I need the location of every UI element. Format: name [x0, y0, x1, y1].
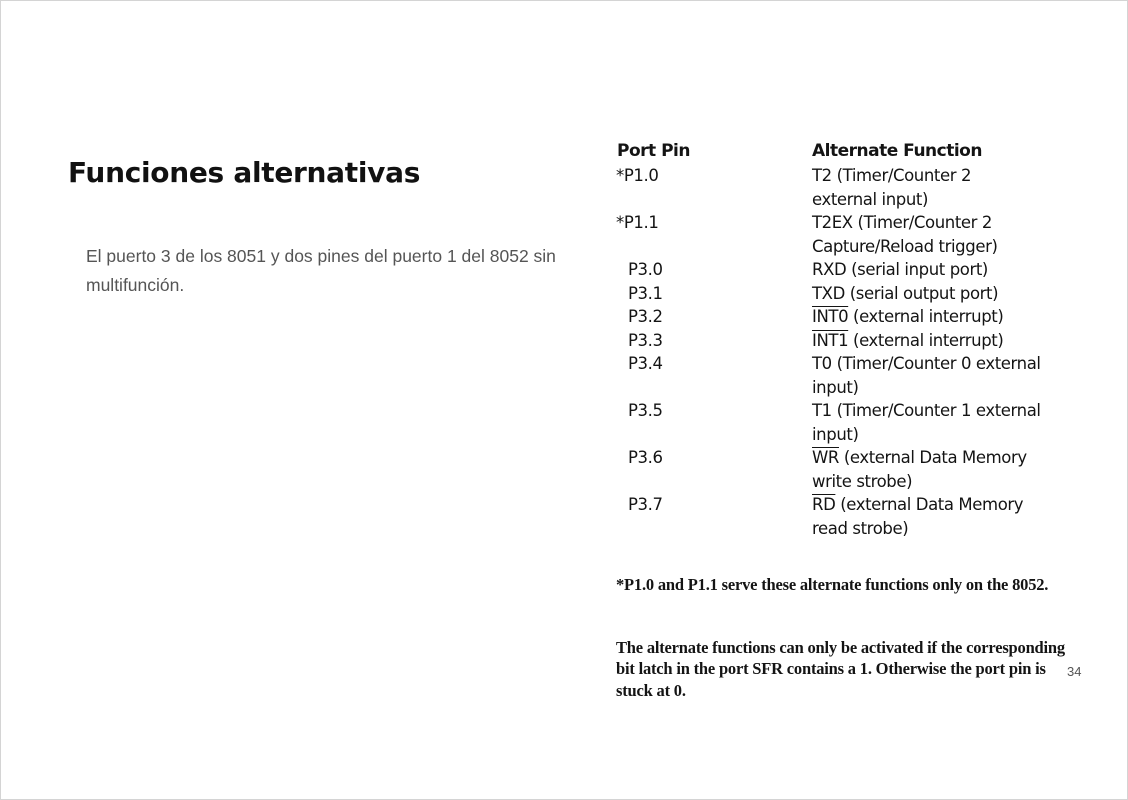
- port-pin: P3.3: [628, 330, 663, 350]
- alternate-function: TXD (serial output port): [812, 283, 999, 303]
- port-pin: *P1.1: [616, 213, 659, 232]
- table-header-alternate-function: Alternate Function: [812, 141, 982, 161]
- footnote-8052: *P1.0 and P1.1 serve these alternate functions only on the 8052.: [616, 574, 1049, 594]
- alternate-function: $\overline{RD}$ (external Data Memory read strobe): [812, 495, 1024, 538]
- alternate-function: T0 (Timer/Counter 0 external input): [812, 354, 1041, 397]
- port-pin: P3.0: [628, 260, 663, 279]
- port-pin: *P1.0: [616, 166, 659, 185]
- port-pin: P3.5: [628, 401, 663, 420]
- alternate-function: $\overline{WR}$ (external Data Memory write strobe): [812, 448, 1027, 491]
- alternate-function: INT1 (external interrupt): [812, 330, 1004, 350]
- port-pin: P3.4: [628, 354, 663, 373]
- port-pin: P3.1: [628, 283, 663, 303]
- port-pin: P3.7: [628, 495, 663, 514]
- slide-title: Funciones alternativas: [68, 156, 421, 189]
- table-header-port-pin: Port Pin: [617, 141, 690, 161]
- page-number: 34: [1067, 664, 1082, 679]
- footnote-activation: The alternate functions can only be activated if the corresponding bit latch in the port SFR contains a 1. Otherwise the port pin is stuck at 0.: [616, 637, 1065, 700]
- overlined-signal: INT1: [812, 330, 849, 350]
- overlined-signal: $\overline{WR}$: [812, 448, 839, 467]
- overlined-signal: $\overline{RD}$: [812, 495, 836, 514]
- port-pin: P3.2: [628, 307, 663, 326]
- alternate-function: T2EX (Timer/Counter 2 Capture/Reload trigger): [812, 213, 998, 256]
- alternate-function: INT0 (external interrupt): [812, 307, 1004, 326]
- overlined-signal: INT0: [812, 307, 849, 326]
- alternate-function: T2 (Timer/Counter 2 external input): [812, 166, 972, 209]
- alternate-function-table-image: [606, 133, 1076, 700]
- alternate-function: T1 (Timer/Counter 1 external input): [812, 401, 1041, 444]
- slide-body-text: El puerto 3 de los 8051 y dos pines del puerto 1 del 8052 sin multifunción.: [86, 246, 556, 295]
- port-pin: P3.6: [628, 448, 663, 467]
- alternate-function: RXD (serial input port): [812, 260, 988, 279]
